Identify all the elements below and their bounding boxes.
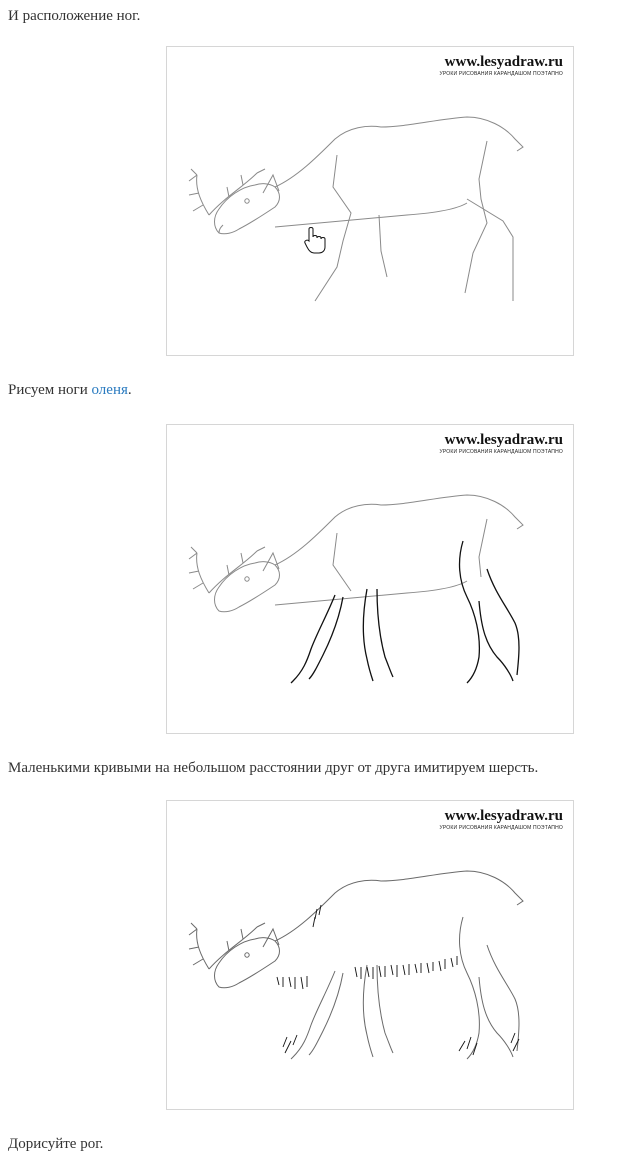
- watermark-site-title: www.lesyadraw.ru: [444, 54, 563, 70]
- paragraph-legs-position: И расположение ног.: [8, 8, 141, 24]
- paragraph-draw-legs-text: Рисуем ноги: [8, 382, 92, 398]
- paragraph-fur: Маленькими кривыми на небольшом расстоянии друг от друга имитируем шерсть.: [8, 760, 539, 776]
- deer-sketch-legs-drawn: [167, 425, 575, 735]
- watermark-subtitle: УРОКИ РИСОВАНИЯ КАРАНДАШОМ ПОЭТАПНО: [439, 71, 563, 77]
- watermark-subtitle: УРОКИ РИСОВАНИЯ КАРАНДАШОМ ПОЭТАПНО: [439, 825, 563, 831]
- watermark-subtitle: УРОКИ РИСОВАНИЯ КАРАНДАШОМ ПОЭТАПНО: [439, 449, 563, 455]
- figure-step-legs-drawn: [166, 424, 574, 734]
- deer-link[interactable]: оленя: [91, 382, 128, 398]
- deer-sketch-legs-position: [167, 47, 575, 357]
- deer-sketch-fur-added: [167, 801, 575, 1111]
- figure-step-legs-position: [166, 46, 574, 356]
- paragraph-draw-antler: Дорисуйте рог.: [8, 1136, 104, 1152]
- watermark-site-title: www.lesyadraw.ru: [444, 808, 563, 824]
- paragraph-draw-legs: [8, 380, 132, 400]
- watermark-site-title: www.lesyadraw.ru: [444, 432, 563, 448]
- paragraph-draw-legs-period: .: [127, 382, 132, 398]
- figure-step-fur-added: [166, 800, 574, 1110]
- hand-cursor-icon: [305, 228, 325, 254]
